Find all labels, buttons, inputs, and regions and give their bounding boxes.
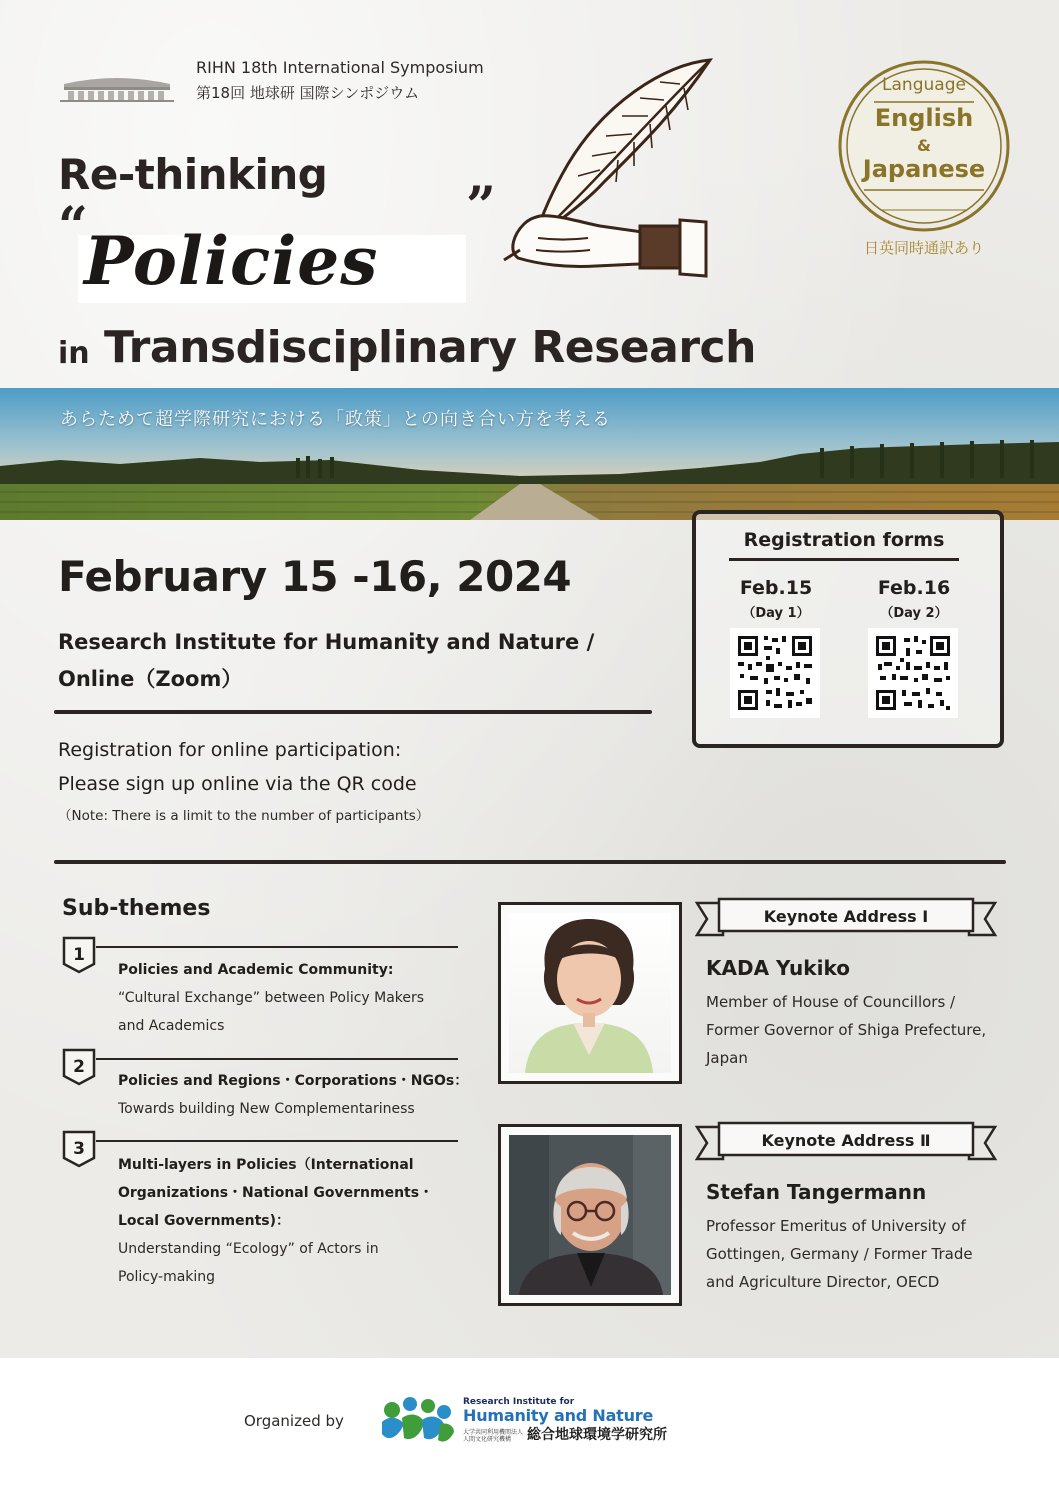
- rihn-logo-icon: [378, 1394, 456, 1446]
- participant-limit-note: （Note: There is a limit to the number of participants）: [58, 808, 430, 824]
- language-ampersand: &: [917, 136, 931, 155]
- speaker-1-aff-3: Japan: [706, 1049, 748, 1067]
- registration-title-underline: [729, 558, 959, 561]
- speaker-1-aff-2: Former Governor of Shiga Prefecture,: [706, 1021, 987, 1039]
- theme-2-desc-1: Towards building New Complementariness: [118, 1101, 415, 1117]
- qr-code-day2[interactable]: [868, 628, 958, 718]
- building-logo: [58, 74, 176, 102]
- title-policies: Policies: [84, 222, 379, 300]
- theme-3-title-1: Multi-layers in Policies（International: [118, 1157, 414, 1173]
- theme-2-number: 2: [73, 1057, 85, 1077]
- symposium-title-en: RIHN 18th International Symposium: [196, 58, 484, 77]
- theme-3-title-3: Local Governments)：: [118, 1213, 291, 1229]
- keynote-1-label: Keynote Address Ⅰ: [763, 907, 929, 926]
- theme-3-number: 3: [73, 1139, 85, 1159]
- speaker-2-photo: [501, 1127, 679, 1303]
- event-date: February 15 -16, 2024: [58, 552, 572, 601]
- speaker-1-affiliation: [706, 988, 1006, 1072]
- theme-3-line: [96, 1140, 458, 1142]
- org-parent-jp: 大学共同利用機関法人 人間文化研究機構: [463, 1429, 524, 1443]
- theme-3-title-2: Organizations・National Governments・: [118, 1185, 434, 1201]
- speaker-1-photo-frame: [498, 902, 682, 1084]
- day2-date: Feb.16: [877, 577, 951, 599]
- theme-2-title: Policies and Regions・Corporations・NGOs：: [118, 1073, 469, 1089]
- theme-1-desc-2: and Academics: [118, 1018, 225, 1034]
- title-rethinking: Re-thinking: [58, 150, 328, 199]
- registration-line-1: Registration for online participation:: [58, 739, 402, 761]
- speaker-2-name: Stefan Tangermann: [706, 1180, 927, 1204]
- speaker-1-name: KADA Yukiko: [706, 956, 850, 980]
- online-registration-info: [58, 733, 417, 801]
- theme-1-desc-1: “Cultural Exchange” between Policy Makers: [118, 990, 425, 1006]
- theme-3-desc-2: Policy-making: [118, 1269, 216, 1285]
- speaker-2-aff-1: Professor Emeritus of University of: [706, 1217, 966, 1235]
- day1-date: Feb.15: [739, 577, 813, 599]
- language-label: Language: [882, 75, 966, 95]
- quill-hand-illustration: [484, 54, 724, 294]
- quote-close: ”: [466, 176, 496, 237]
- org-name-small: Research Institute for: [463, 1397, 575, 1407]
- theme-2-line: [96, 1058, 458, 1060]
- title-in: in: [58, 336, 90, 371]
- day1-label: （Day 1）: [742, 606, 810, 621]
- venue-line-1: Research Institute for Humanity and Nature /: [58, 630, 595, 654]
- subthemes-heading: Sub-themes: [62, 896, 211, 921]
- keynote-2-label: Keynote Address Ⅱ: [761, 1131, 931, 1150]
- registration-line-2: Please sign up online via the QR code: [58, 773, 417, 795]
- speaker-2-photo-frame: [498, 1124, 682, 1306]
- banner-tagline: あらためて超学際研究における「政策」との向き合い方を考える: [60, 409, 611, 430]
- symposium-title-jp: 第18回 地球研 国際シンポジウム: [196, 84, 420, 102]
- language-japanese: Japanese: [862, 155, 986, 183]
- divider: [54, 710, 652, 714]
- theme-1-title: Policies and Academic Community:: [118, 962, 394, 978]
- quote-open: “: [58, 196, 88, 257]
- registration-forms-title: Registration forms: [743, 529, 945, 551]
- org-name-main: Humanity and Nature: [463, 1406, 654, 1425]
- venue-line-2: Online（Zoom）: [58, 667, 243, 691]
- org-name-jp: 総合地球環境学研究所: [527, 1427, 667, 1443]
- speaker-2-aff-3: and Agriculture Director, OECD: [706, 1273, 940, 1291]
- speaker-2-affiliation: [706, 1212, 1006, 1296]
- title-transdisciplinary: Transdisciplinary Research: [104, 322, 756, 373]
- speaker-1-aff-1: Member of House of Councillors /: [706, 993, 956, 1011]
- theme-3-desc-1: Understanding “Ecology” of Actors in: [118, 1241, 379, 1257]
- theme-1-number: 1: [73, 945, 85, 965]
- speaker-1-photo: [501, 905, 679, 1081]
- language-english: English: [874, 104, 974, 132]
- interpretation-note: 日英同時通訳あり: [863, 239, 984, 257]
- day2-label: （Day 2）: [880, 606, 948, 621]
- speaker-2-aff-2: Gottingen, Germany / Former Trade: [706, 1245, 973, 1263]
- section-divider: [54, 860, 1006, 864]
- theme-1-line: [96, 946, 458, 948]
- organized-by-label: Organized by: [244, 1412, 344, 1430]
- event-venue: [58, 624, 594, 698]
- qr-code-day1[interactable]: [730, 628, 820, 718]
